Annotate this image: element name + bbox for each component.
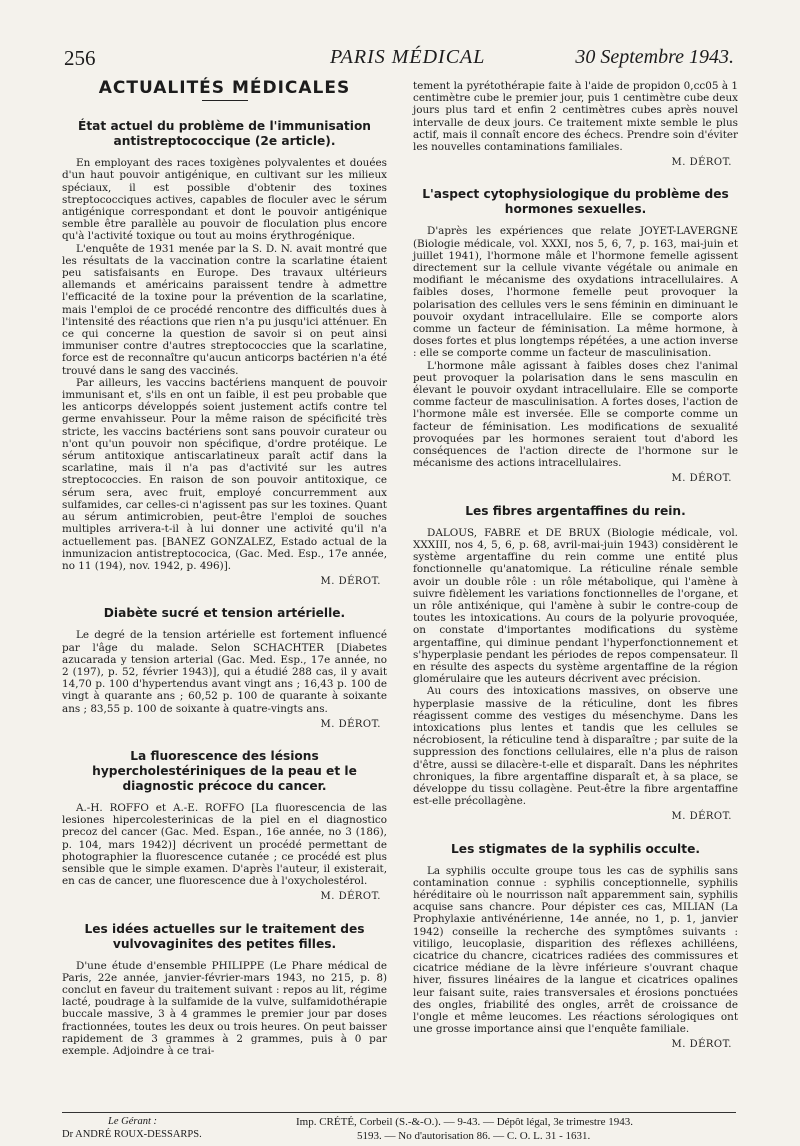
article-title: Diabète sucré et tension artérielle.: [103, 606, 346, 621]
author-signature: M. DÉROT.: [671, 473, 732, 485]
footer-gerant: Le Gérant :: [108, 1116, 157, 1127]
article-hormones: [413, 187, 738, 485]
right-column: [413, 80, 738, 1070]
article-vulvovaginites-continued: [413, 80, 738, 169]
article-paragraph: Par ailleurs, les vaccins bactériens manquent de pouvoir immunisant et, s'ils en ont un faible, il est peu probable que les anticorps développés soient justement actifs contre tel germe envahisseur. Pour la même raison de spécificité très stricte, les vaccins bactériens sont sans pouvoir curateur ou n'ont qu'un pouvoir non spécifique, d'ordre protéique. Le sérum antitoxique antiscarlatineux paraît actif dans la scarlatine, mais il n'a pas d'activité sur les autres streptococcies. En raison de son pouvoir antitoxique, ce sérum sera, avec fruit, employé concurremment aux sulfamides, car celles-ci n'agissent pas sur les toxines. Quant au sérum antimicrobien, peut-être l'emploi de souches multiples arrivera-t-il à lui donner une activité qu'il n'a actuellement pas. [BANEZ GONZALEZ, Estado actual de la inmunizacion antistreptococica, (Gac. Med. Esp., 17e année, no 11 (194), nov. 1942, p. 496)].: [62, 376, 387, 572]
footer-authorization-line: 5193. — No d'autorisation 86. — C. O. L. 31 - 1631.: [357, 1130, 591, 1142]
issue-date: 30 Septembre 1943.: [575, 46, 734, 68]
article-vulvovaginites: [62, 922, 387, 1058]
article-paragraph: DALOUS, FABRE et DE BRUX (Biologie médicale, vol. XXXIII, nos 4, 5, 6, p. 68, avril-mai-juin 1943) considèrent le système argentaffine du rein comme une entité plus fonctionnelle qu'anatomique. La réticuline rénale semble avoir un double rôle : un rôle métabolique, qui l'amène à suivre fidèlement les variations fonctionnelles de l'organe, et un rôle antixénique, qui l'amène à subir le contre-coup de toutes les intoxications. Au cours de la polyurie provoquée, on constate d'importantes modifications du système argentaffine, qui diminue pendant l'hyperfonctionnement et s'hyperplasie pendant les périodes de repos compensateur. Il en résulte des aspects du système argentaffine de la région glomérulaire que les auteurs décrivent avec précision.: [413, 526, 738, 686]
article-immunisation: [62, 119, 387, 588]
section-title: ACTUALITÉS MÉDICALES: [98, 78, 351, 98]
article-paragraph: D'après les expériences que relate JOYET-LAVERGNE (Biologie médicale, vol. XXXI, nos 5, 6, 7, p. 163, mai-juin et juillet 1941), l'hormone mâle et l'hormone femelle agissent directement sur la cellule vivante végétale ou animale en modifiant le mécanisme des oxydations intracellulaires. A faibles doses, l'hormone femelle peut provoquer la polarisation des cellules vers le sens féminin en diminuant le pouvoir oxydant intracellulaire. Elle se comporte alors comme un facteur de féminisation. La même hormone, à doses fortes et plus longtemps répétées, a une action inverse : elle se comporte comme un facteur de masculinisation.: [413, 225, 738, 360]
left-column: [62, 78, 387, 1057]
article-fibres-argentaffines: [413, 504, 738, 824]
article-syphilis: [413, 842, 738, 1052]
article-title: Les fibres argentaffines du rein.: [465, 503, 686, 518]
footer-director: Dr ANDRÉ ROUX-DESSARPS.: [62, 1129, 202, 1140]
article-fluorescence: [62, 749, 387, 904]
article-paragraph: D'une étude d'ensemble PHILIPPE (Le Phare médical de Paris, 22e année, janvier-février-mars 1943, no 215, p. 8) conclut en faveur du traitement suivant : repos au lit, régime lacté, poudrage à la sulfamide de la vulve, sulfamidothérapie buccale massive, 3 à 4 grammes le premier jour par doses fractionnées, toutes les deux ou trois heures. On peut baisser rapidement de 3 grammes à 2 grammes, puis à 0 par exemple. Adjoindre à ce trai-: [62, 959, 387, 1057]
page-number: 256: [64, 46, 96, 70]
author-signature: M. DÉROT.: [671, 811, 732, 823]
article-paragraph: La syphilis occulte groupe tous les cas de syphilis sans contamination connue : syphilis conceptionnelle, syphilis héréditaire où le nourrisson naît apparemment sain, syphilis acquise sans chancre. Pour dépister ces cas, MILIAN (La Prophylaxie antivénérienne, 14e année, no 1, p. 1, janvier 1942) conseille la recherche des symptômes suivants : vitiligo, leucoplasie, disparition des réflexes achilléens, cicatrice du chancre, cicatrices radiées des commissures et cicatrice médiane de la lèvre inférieure s'ouvrant chaque hiver, fissures linéaires de la langue et cicatrices opalines leur faisant suite, raies transversales et érosions ponctuées des ongles, friabilité des ongles, arrêt de croissance de l'ongle et même leucomes. Les réactions sérologiques ont une grosse importance ainsi que l'enquête familiale.: [413, 864, 738, 1036]
article-title: Les idées actuelles sur le traitement des vulvovaginites des petites filles.: [84, 921, 365, 951]
author-signature: M. DÉROT.: [671, 1039, 732, 1051]
article-title: État actuel du problème de l'immunisation antistreptococcique (2e article).: [78, 119, 371, 149]
footer-printer-line: Imp. CRÉTÉ, Corbeil (S.-&-O.). — 9-43. — Dépôt légal, 3e trimestre 1943.: [296, 1116, 633, 1128]
article-paragraph: Le degré de la tension artérielle est fortement influencé par l'âge du malade. Selon SCHACHTER [Diabetes azucarada y tension arterial (Gac. Med. Esp., 17e année, no 2 (197), p. 52, février 1943)], qui a étudié 288 cas, il y avait 14,70 p. 100 d'hypertendus avant vingt ans ; 16,43 p. 100 de vingt à quarante ans ; 60,52 p. 100 de quarante à soixante ans ; 83,55 p. 100 de soixante à quatre-vingts ans.: [62, 629, 387, 715]
article-paragraph: A.-H. ROFFO et A.-E. ROFFO [La fluorescencia de las lesiones hipercolesterinicas de la piel en el diagnostico precoz del cancer (Gac. Med. Espan., 16e année, no 3 (186), p. 104, mars 1942)] décrivent un procédé permettant de photographier la fluorescence cutanée ; ce procédé est plus sensible que le simple examen. D'après l'auteur, il existerait, en cas de cancer, une fluorescence due à l'oxycholestérol.: [62, 801, 387, 888]
footer-divider: [62, 1112, 736, 1113]
article-paragraph: En employant des races toxigènes polyvalentes et douées d'un haut pouvoir antigénique, en cultivant sur les milieux spéciaux, il est possible d'obtenir des toxines streptococciques actives, capables de floculer avec le sérum antigénique correspondant et dont le pouvoir antigénique semble être parallèle au pouvoir de floculation plus encore qu'à l'activité toxique ou tout au moins érythrogénique.: [62, 157, 387, 243]
article-title: L'aspect cytophysiologique du problème des hormones sexuelles.: [422, 187, 729, 217]
author-signature: M. DÉROT.: [320, 718, 381, 730]
title-divider: [202, 100, 248, 101]
article-paragraph: L'hormone mâle agissant à faibles doses chez l'animal peut provoquer la polarisation dans le sens masculin en élevant le pouvoir oxydant intracellulaire. Elle se comporte comme facteur de masculinisation. A fortes doses, l'action de l'hormone mâle est inversée. Elle se comporte comme un facteur de féminisation. Les modifications de sexualité provoquées par les hormones seraient tout d'abord les conséquences de l'action directe de l'hormone sur le mécanisme des actions intracellulaires.: [413, 359, 738, 470]
article-title: La fluorescence des lésions hypercholestériniques de la peau et le diagnostic précoce du cancer.: [92, 748, 357, 793]
article-paragraph: Au cours des intoxications massives, on observe une hyperplasie massive de la réticuline, dont les fibres réagissent comme des vestiges du mésenchyme. Dans les intoxications plus lentes et tandis que les cellules se nécrobiosent, la réticuline tend à disparaître ; par suite de la suppression des fonctions cellulaires, elle n'a plus de raison d'être, aussi se dilacère-t-elle et disparaît. Dans les néphrites chroniques, la fibre argentaffine disparaît et, à sa place, se développe du tissu collagène. Peut-être la fibre argentaffine est-elle précollagène.: [413, 685, 738, 808]
article-paragraph: tement la pyrétothérapie faite à l'aide de propidon 0,cc05 à 1 centimètre cube le premier jour, puis 1 centimètre cube deux jours plus tard et enfin 2 centimètres cubes après nouvel intervalle de deux jours. Ce traitement mixte semble le plus actif, mais il connaît encore des échecs. Prendre soin d'éviter les nouvelles contaminations familiales.: [413, 80, 738, 154]
article-title: Les stigmates de la syphilis occulte.: [451, 841, 700, 856]
author-signature: M. DÉROT.: [320, 576, 381, 588]
article-paragraph: L'enquête de 1931 menée par la S. D. N. avait montré que les résultats de la vaccination contre la scarlatine étaient peu satisfaisants en Europe. Des travaux ultérieurs allemands et américains paraissent tendre à admettre l'efficacité de la toxine pour la prévention de la scarlatine, mais l'emploi de ce procédé rencontre des difficultés dues à l'intensité des réactions que rien n'a pu jusqu'ici atténuer. En ce qui concerne la question de savoir si on peut ainsi immuniser contre d'autres streptococcies que la scarlatine, force est de reconnaître qu'aucun anticorps bactérien n'a été trouvé dans le sang des vaccinés.: [62, 242, 387, 377]
article-diabete: [62, 606, 387, 731]
journal-title: PARIS MÉDICAL: [330, 46, 486, 68]
author-signature: M. DÉROT.: [320, 891, 381, 903]
author-signature: M. DÉROT.: [671, 157, 732, 169]
